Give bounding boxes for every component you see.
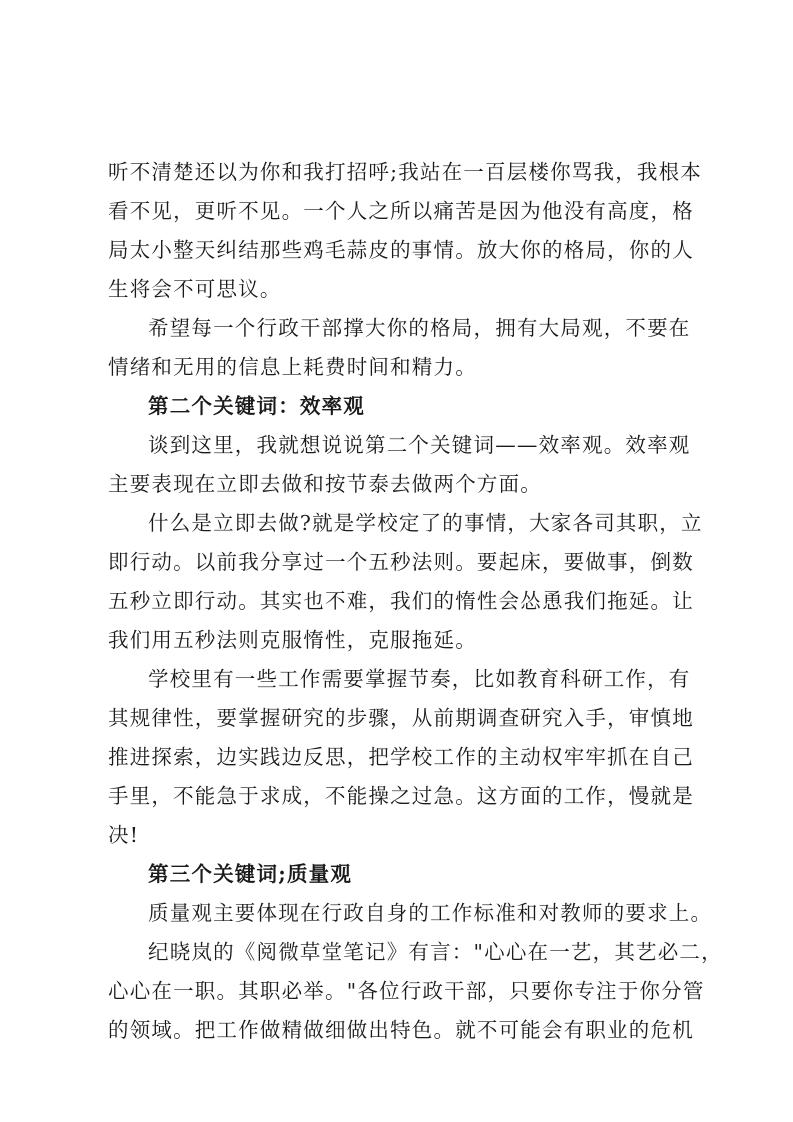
text-line: 决! xyxy=(108,823,140,847)
text-line: 看不见，更听不见。一个人之所以痛苦是因为他没有高度，格 xyxy=(108,199,694,223)
text-line: 的领域。把工作做精做细做出特色。就不可能会有职业的危机 xyxy=(108,1018,694,1042)
section-heading: 第三个关键词;质量观 xyxy=(148,862,353,886)
text-line: 什么是立即去做?就是学校定了的事情，大家各司其职，立 xyxy=(148,511,703,535)
text-line: 听不清楚还以为你和我打招呼;我站在一百层楼你骂我，我根本 xyxy=(108,160,703,184)
text-line: 心心在一职。其职必举。"各位行政干部，只要你专注于你分管 xyxy=(108,979,705,1003)
text-line: 谈到这里，我就想说说第二个关键词——效率观。效率观 xyxy=(148,433,691,457)
text-line: 推进探索，边实践边反思，把学校工作的主动权牢牢抓在自己 xyxy=(108,745,694,769)
text-line: 质量观主要体现在行政自身的工作标准和对教师的要求上。 xyxy=(148,901,713,925)
text-line: 即行动。以前我分享过一个五秒法则。要起床，要做事，倒数 xyxy=(108,550,694,574)
text-line: 其规律性，要掌握研究的步骤，从前期调查研究入手，审慎地 xyxy=(108,706,694,730)
text-line: 五秒立即行动。其实也不难，我们的惰性会怂恿我们拖延。让 xyxy=(108,589,694,613)
section-heading: 第二个关键词：效率观 xyxy=(148,394,365,418)
text-line: 主要表现在立即去做和按节泰去做两个方面。 xyxy=(108,472,542,496)
text-line: 纪晓岚的《阅微草堂笔记》有言："心心在一艺，其艺必二， xyxy=(148,940,723,964)
text-line: 情绪和无用的信息上耗费时间和精力。 xyxy=(108,355,477,379)
text-line: 希望每一个行政干部撑大你的格局，拥有大局观，不要在 xyxy=(148,316,691,340)
text-line: 手里，不能急于求成，不能操之过急。这方面的工作，慢就是 xyxy=(108,784,694,808)
text-line: 生将会不可思议。 xyxy=(108,277,282,301)
text-line: 学校里有一些工作需要掌握节奏，比如教育科研工作，有 xyxy=(148,667,691,691)
text-line: 局太小整天纠结那些鸡毛蒜皮的事情。放大你的格局，你的人 xyxy=(108,238,694,262)
text-line: 我们用五秒法则克服惰性，克服拖延。 xyxy=(108,628,477,652)
